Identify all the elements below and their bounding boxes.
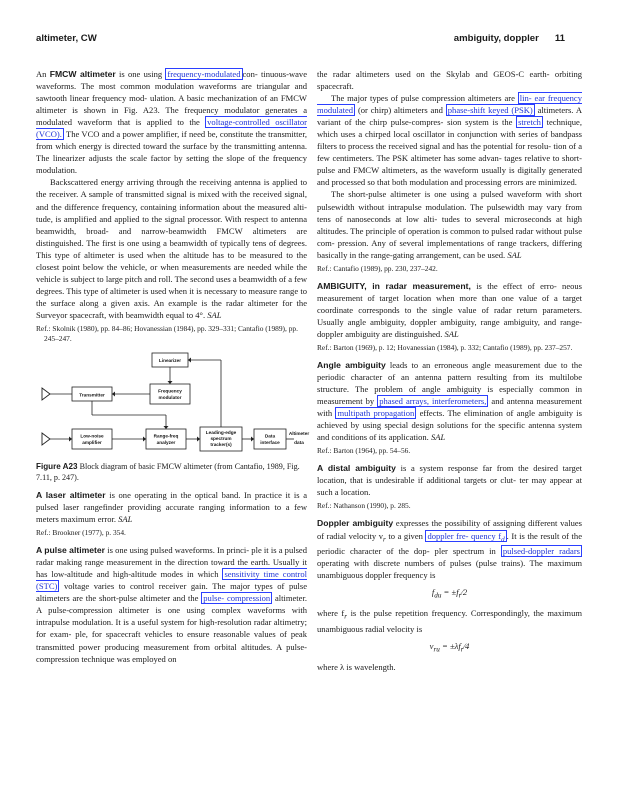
label-trackers: tracker(s) <box>210 441 232 447</box>
label-modulator: modulator <box>158 394 182 400</box>
text: where f <box>317 608 345 619</box>
box-low-noise-amplifier <box>72 429 112 449</box>
block-diagram <box>36 349 310 457</box>
paragraph-pulse-compression <box>317 92 582 188</box>
paragraph-backscatter <box>36 176 307 321</box>
label-altimeter-data: data <box>294 439 304 445</box>
reference: Ref.: Barton (1964), pp. 54–56. <box>317 446 411 456</box>
text: voltage varies to control receiver gain. The major types of pulse altimeters are the short-pulse altimeter and the <box>36 581 307 604</box>
term-angle-ambiguity: Angle ambiguity <box>317 359 386 370</box>
equation-max-velocity: $v_{ru}$ = $\pm\lambda f_r⁄4$ <box>429 640 470 654</box>
paragraph-short-pulse <box>317 188 582 260</box>
text: leads to an erroneous angle measurement due to the periodic character of an antenna pattern resulting from its multilobe structure. The problem of angle ambiguity is especially common in measurement by <box>317 359 582 407</box>
text: is a system response far from the desired target location, that is undesirable if additional targets or clut- ter may appear at such a location. <box>317 463 582 498</box>
label-transmitter: Transmitter <box>79 392 105 398</box>
label-leading-edge: Leading-edge <box>205 429 237 435</box>
label-data: Data <box>264 433 276 439</box>
receive-antenna-icon <box>42 433 50 445</box>
reference: Ref.: Skolnik (1980), pp. 84–86; Hovanessian (1984), pp. 329–331; Cantafio (1989), pp. 245–247. <box>36 323 298 343</box>
paragraph-wavelength: where λ is wavelength. <box>317 661 396 672</box>
box-range-freq-analyzer <box>146 429 186 449</box>
text: The short-pulse altimeter is one using a pulsed waveform with short pulsewidth without intrapulse modulation. The pulsewidth may vary from tens of nanoseconds at low alti- tudes to several microseconds at high altitudes. The principle of operation is common to pulsed radar without pulse com- pression. Any of several implementations of range trackers, differing basically in the range-gating arrangement, can be used. <box>317 189 582 260</box>
term-pulse: A pulse altimeter <box>36 545 106 556</box>
text: altimeter. A pulse-compression altimeter is one using complex waveforms with intrapulse modulation. It is a useful system for high-resolution radar altimetry; for exam- ple, for spacecraft vehicles to ensure reasonable values of peak transmitted power producing measurement from orbital altitudes. A pulse-compression technique was employed on <box>36 593 307 664</box>
text: effects. The elimination of angle ambiguity is achieved by using special design solutions for the specific antenna system and conditions of its application. <box>317 408 582 443</box>
running-header-left: altimeter, CW <box>36 33 97 44</box>
link-frequency-modulated[interactable]: frequency-modulated <box>167 69 241 79</box>
paragraph-ambiguity <box>317 280 582 340</box>
label-amplifier: amplifier <box>82 439 102 445</box>
page-number: 11 <box>554 33 565 44</box>
link-phased-arrays[interactable]: phased arrays, interferometers, <box>379 396 487 407</box>
label-spectrum: spectrum <box>210 435 232 441</box>
text: . It is the result of the periodic character of the dop- pler spectrum in <box>317 530 582 557</box>
author-initials: SAL <box>430 432 446 443</box>
text: is one operating in the optical band. In practice it is a pulsed laser rangefinder providing accurate ranging information to a few meters maximum error. <box>36 489 308 525</box>
paragraph-continuation: the radar altimeters used on the Skylab and GEOS-C earth- orbiting spacecraft. <box>317 69 582 92</box>
text: altimeters. A variant of the chirp pulse-compres- sion system is the <box>317 105 582 128</box>
label-low-noise: Low-noise <box>80 433 104 439</box>
running-header-title: ambiguity, doppler <box>453 33 539 44</box>
equation-max-doppler: $f_{du}$ = $\pm f_r⁄2$ <box>431 587 468 601</box>
term-distal-ambiguity: A distal ambiguity <box>317 463 396 474</box>
term-ambiguity: AMBIGUITY, in radar measurement, <box>317 280 471 291</box>
text: operating with discrete numbers of pulses (pulse trains). The maximum unambiguous doppler frequency is <box>317 558 582 581</box>
reference: Ref.: Barton (1969), p. 12; Hovanessian (1984), p. 332; Cantafio (1989), pp. 237–257. <box>317 342 573 352</box>
text: Backscattered energy arriving through the receiving antenna is applied to the receiver. A sample of transmitted signal is mixed with the received signal, and the difference frequency, containing information about the measured alti- tude, is amplified and applied to the signal processor. With respect to antenna beamwidth, broad- and narrow-beamwidth FMCW altimeters are distinguished. The first is one using a beamwidth of typically tens of degrees. This type of altimeter is used when the altitude has to be measured to the closest point below the vehicle, or when measurements are needed while the vehicle is subject to large pitch and roll. The second uses a beamwidth of a few degrees. This type of altimeter is used when it is necessary to measure range to the surface along a given axis. An example is the radar altimeter for the Surveyor spacecraft, with beamwidth equal to 4°. <box>36 177 307 320</box>
label-range-freq: Range-freq <box>153 433 179 439</box>
label-frequency: Frequency <box>158 388 182 394</box>
term-doppler-ambiguity: Doppler ambiguity <box>317 518 394 529</box>
author-initials: SAL <box>444 328 459 339</box>
caption-text: Block diagram of basic FMCW altimeter (from Cantafio, 1989, Fig. 7.11, p. 247). <box>36 461 300 482</box>
label-linearizer: Linearizer <box>158 357 182 363</box>
paragraph-doppler-cont: where $f_r$ is the pulse repetition frequency. Correspondingly, the maximum unambiguous radial velocity is <box>317 608 582 634</box>
text: The major types of pulse compression altimeters are <box>331 93 515 104</box>
text: is the pulse repetition frequency. Correspondingly, the maximum unambiguous radial velocity is <box>317 608 582 634</box>
text: is the effect of erro- neous measurement of target location when more than one value of a target coordinate corresponds to the single value of radar return parameters. Usually angle ambiguity, doppler ambiguity, range ambiguity, and range-doppler ambiguity are distinguished. <box>317 280 582 339</box>
text: is one using <box>119 69 163 79</box>
paragraph-laser <box>36 489 307 525</box>
text: to a given <box>388 530 423 541</box>
text: (or chirp) altimeters and <box>357 105 443 116</box>
text: expresses the possibility of assigning different values of radial velocity v <box>317 518 582 541</box>
link-pulsed-doppler[interactable]: pulsed-doppler radars <box>502 546 580 557</box>
running-header-right <box>438 33 565 44</box>
reference: Ref.: Cantafio (1989), pp. 230, 237–242. <box>317 263 438 273</box>
label-analyzer: analyzer <box>156 439 176 445</box>
link-psk[interactable]: phase-shift keyed (PSK) <box>447 105 533 116</box>
label-interface: interface <box>260 439 280 445</box>
box-data-interface <box>254 429 286 449</box>
paragraph-doppler-ambiguity: Doppler ambiguity expresses the possibility of assigning different values of radial velocity $v_r$ to a given doppler fre- quency $f_d$ . It is the result of the periodic character of the dop- pler spectrum in pulsed-doppler radars operating with discrete numbers of pulses (pulse trains). The maximum unambiguous doppler frequency is <box>317 518 582 581</box>
link-multipath[interactable]: multipath propagation <box>337 408 415 419</box>
figure-caption <box>36 461 307 483</box>
transmit-antenna-icon <box>42 388 50 400</box>
reference: Ref.: Nathanson (1990), p. 285. <box>317 501 411 511</box>
term-fmcw: FMCW altimeter <box>49 69 116 79</box>
text: and antenna measurement with <box>317 396 582 419</box>
figure-a23 <box>36 349 310 457</box>
paragraph-angle-ambiguity <box>317 359 582 443</box>
text: is one using pulsed waveforms. In princi- ple it is a pulsed radar making range measurement in the direction toward the earth. Usually it has low-altitude and high-altitude modes in which <box>36 545 307 580</box>
link-doppler-frequency[interactable]: doppler fre- quency $f_d$ <box>427 530 505 544</box>
link-linear-fm[interactable]: lin- ear frequency modulated <box>317 93 583 116</box>
link-vco[interactable]: voltage-controlled oscillator (VCO). <box>36 117 307 140</box>
link-pulse-compression[interactable]: pulse- compression <box>203 593 271 604</box>
left-column <box>36 68 310 665</box>
box-frequency-modulator <box>150 384 190 404</box>
paragraph-pulse <box>36 544 307 664</box>
text: technique, which uses a chirped local oscillator in conjunction with series of bandpass filters to process the received signal and has the potential for resolu- tion of a few centimeters. The PSK altimeter has some advan- tages relative to short-pulse and FMCW altimeters, as the waveform usually is digitally generated and processed so that both modulation and processing errors are minimized. <box>317 117 582 188</box>
author-initials: SAL <box>118 514 133 525</box>
caption-label: Figure A23 <box>36 461 78 471</box>
term-laser: A laser altimeter <box>36 489 106 500</box>
text: The VCO and a power amplifier, if need be, constitute the transmitter, from which energy is directed toward the surface by the transmitting antenna. The linearizer adjusts the scale factor by setting the slope of the frequency modulation. <box>36 129 307 176</box>
author-initials: SAL <box>507 249 522 260</box>
author-initials: SAL <box>207 309 222 320</box>
link-stretch[interactable]: stretch <box>518 117 541 128</box>
label-altimeter: Altimeter <box>288 430 310 436</box>
right-column <box>317 68 582 673</box>
text: con- tinuous-wave waveforms. The most common modulation waveforms are triangular and sawtooth linear frequency mod- ulation. A basic mechanization of an FMCW altimeter is shown in Fig. A23. The frequency modulator generates a modulated waveform that is applied to the <box>36 69 307 128</box>
reference: Ref.: Brookner (1977), p. 354. <box>36 528 126 538</box>
link-stc[interactable]: sensitivity time control (STC) <box>36 569 307 592</box>
paragraph-distal-ambiguity <box>317 462 582 498</box>
paragraph-fmcw: An FMCW altimeter is one using frequency-modulated con- tinuous-wave waveforms. The most common modulation waveforms are triangular and sawtooth linear frequency mod- ulation. A basic mechanization of an FMCW altimeter is shown in Fig. A23. The frequency modulator generates a modulated waveform that is applied to the voltage-controlled oscillator (VCO). The VCO and a power amplifier, if need be, constitute the transmitter, from which energy is directed toward the surface by the transmitting antenna. The linearizer adjusts the scale factor by setting the slope of the frequency modulation. <box>36 69 307 176</box>
